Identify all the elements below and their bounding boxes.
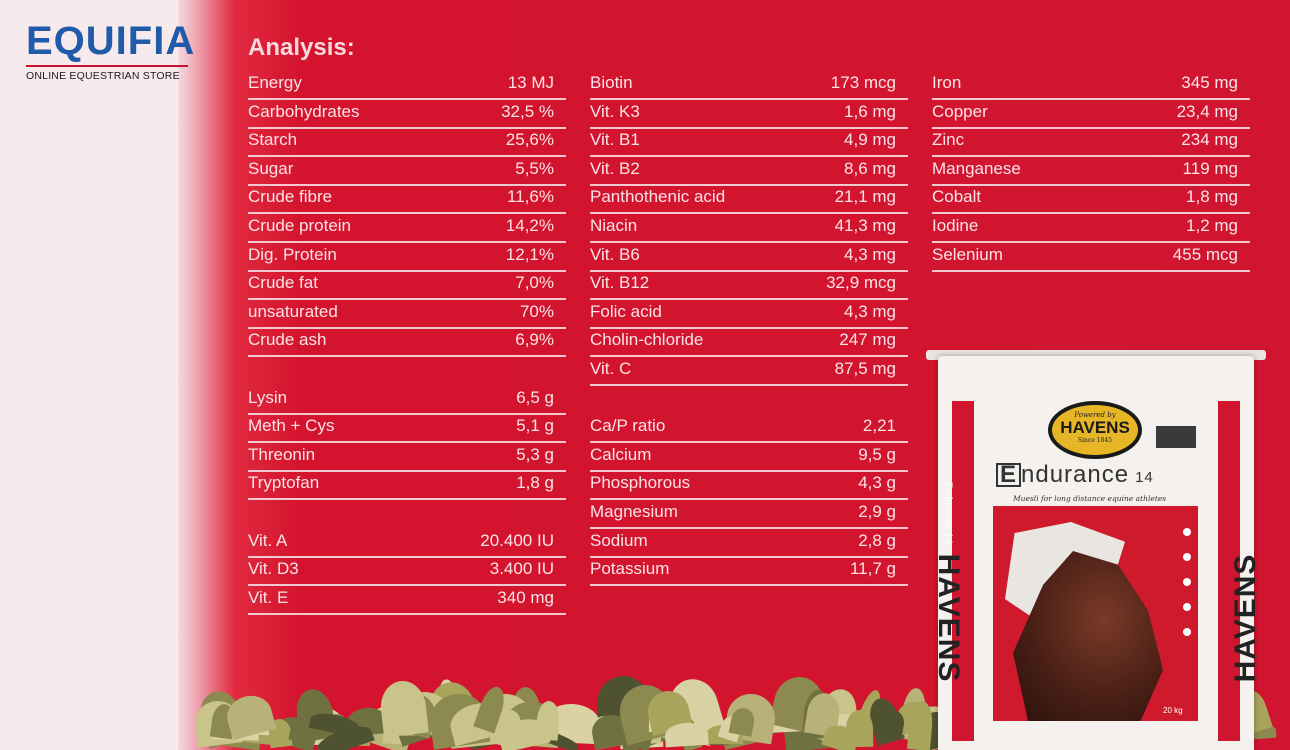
product-name-initial: E	[996, 463, 1021, 487]
nutrient-value: 5,1 g	[516, 416, 554, 436]
nutrient-name: Manganese	[932, 158, 1021, 178]
analysis-row	[248, 70, 566, 100]
analysis-row	[932, 99, 1250, 129]
nutrient-name: Crude protein	[248, 216, 352, 235]
nutrient-name: Iron	[932, 73, 962, 92]
analysis-row	[932, 184, 1250, 214]
analysis-row	[590, 528, 908, 558]
equifia-logo[interactable]	[26, 18, 196, 82]
nutrient-value: 247 mg	[839, 330, 896, 350]
nutrient-name: Potassium	[590, 559, 670, 579]
nutrient-value: 5,3 g	[516, 444, 554, 464]
muesli-piece	[664, 722, 708, 748]
product-subtitle: Muesli for long distance equine athletes	[1013, 494, 1167, 503]
nutrient-name: Magnesium	[590, 502, 678, 521]
analysis-row	[248, 327, 566, 357]
nutrient-name: Crude fibre	[248, 187, 333, 207]
analysis-row	[590, 327, 908, 357]
nutrient-name: Phosphorous	[590, 473, 691, 493]
analysis-row	[248, 99, 566, 129]
analysis-row	[248, 242, 566, 272]
nutrient-value: 23,4 mg	[1176, 101, 1238, 121]
analysis-row	[590, 442, 908, 472]
nutrient-value: 14,2%	[505, 216, 554, 235]
nutrient-value: 4,3 g	[858, 473, 896, 493]
nutrient-value: 4,3 mg	[844, 244, 896, 264]
nutrient-value: 9,5 g	[858, 444, 896, 464]
nutrient-name: Biotin	[590, 73, 633, 92]
analysis-row	[932, 70, 1250, 100]
nutrient-value: 6,9%	[515, 330, 554, 350]
muesli-piece	[378, 679, 429, 737]
nutrient-name: Vit. E	[248, 587, 289, 607]
nutrient-value: 13 MJ	[507, 73, 554, 92]
nutrient-name: Vit. D3	[248, 559, 299, 579]
analysis-row	[248, 385, 566, 415]
nutrient-name: Meth + Cys	[248, 416, 335, 436]
nutrient-value: 3.400 IU	[489, 559, 554, 579]
nutrient-name: Energy	[248, 73, 302, 92]
nutrient-value: 7,0%	[515, 273, 554, 293]
nutrient-value: 4,3 mg	[844, 301, 896, 321]
nutrient-name: Carbohydrates	[248, 101, 360, 121]
nutrient-name: Copper	[932, 101, 988, 121]
nutrient-value: 32,9 mcg	[826, 273, 896, 293]
nutrient-name: Crude ash	[248, 330, 327, 350]
analysis-row	[590, 499, 908, 529]
nutrient-name: Vit. B2	[590, 158, 640, 178]
nutrient-name: Iodine	[932, 216, 979, 235]
logo-rule	[26, 65, 188, 67]
analysis-row	[248, 270, 566, 300]
analysis-row	[248, 156, 566, 186]
nutrient-name: Vit. K3	[590, 101, 640, 121]
nutrient-name: Tryptofan	[248, 473, 320, 493]
nutrient-value: 6,5 g	[516, 387, 554, 407]
nutrient-value: 234 mg	[1181, 130, 1238, 150]
analysis-row	[248, 299, 566, 329]
nutrient-value: 1,2 mg	[1186, 216, 1238, 235]
nutrient-name: Starch	[248, 130, 298, 150]
nutrient-value: 5,5%	[515, 158, 554, 178]
quality-seal	[1156, 426, 1196, 448]
analysis-row	[590, 299, 908, 329]
nutrient-value: 173 mcg	[830, 73, 896, 92]
bag-body	[932, 356, 1262, 750]
analysis-row	[932, 242, 1250, 272]
analysis-row	[590, 156, 908, 186]
vertical-brand-right: HAVENS	[1229, 553, 1262, 683]
badge-powered-by: Powered by	[1074, 411, 1116, 419]
nutrient-value: 2,21	[862, 416, 896, 436]
vertical-brand-left: HAVENS	[932, 553, 965, 683]
analysis-row	[590, 70, 908, 100]
analysis-row	[932, 213, 1250, 243]
nutrient-name: Cobalt	[932, 187, 982, 207]
nutrient-value: 340 mg	[497, 587, 554, 607]
analysis-row	[248, 442, 566, 472]
nutrient-name: Lysin	[248, 387, 288, 407]
nutrient-value: 21,1 mg	[834, 187, 896, 207]
nutrient-name: Niacin	[590, 216, 638, 235]
analysis-row	[248, 556, 566, 586]
nutrient-value: 8,6 mg	[844, 158, 896, 178]
analysis-row	[590, 99, 908, 129]
nutrient-name: Sodium	[590, 530, 648, 550]
nutrient-name: Sugar	[248, 158, 294, 178]
logo-tagline: ONLINE EQUESTRIAN STORE	[26, 70, 180, 82]
analysis-row	[248, 184, 566, 214]
nutrient-value: 11,6%	[507, 187, 554, 207]
nutrient-name: Vit. B6	[590, 244, 640, 264]
analysis-row	[590, 356, 908, 386]
product-name-rest: ndurance	[1021, 461, 1130, 488]
left-margin	[0, 0, 178, 750]
logo-wordmark	[26, 18, 196, 64]
nutrient-value: 70%	[519, 301, 554, 321]
nutrient-name: Cholin-chloride	[590, 330, 704, 350]
nutrient-value: 4,9 mg	[844, 130, 896, 150]
nutrient-value: 20.400 IU	[480, 530, 554, 550]
nutrient-name: Vit. A	[248, 530, 288, 550]
analysis-row	[590, 213, 908, 243]
havens-badge	[1048, 401, 1142, 459]
badge-brand: HAVENS	[1060, 418, 1130, 437]
nutrient-name: Calcium	[590, 444, 652, 464]
nutrient-name: Dig. Protein	[248, 244, 337, 264]
nutrient-name: Ca/P ratio	[590, 416, 666, 436]
nutrient-name: Selenium	[932, 244, 1003, 264]
nutrient-value: 119 mg	[1182, 158, 1238, 178]
nutrient-value: 11,7 g	[849, 559, 896, 579]
analysis-row	[248, 213, 566, 243]
nutrient-name: Vit. C	[590, 359, 632, 378]
product-bag-image	[932, 350, 1262, 750]
nutrient-value: 12,1%	[505, 244, 554, 264]
nutrient-name: Vit. B12	[590, 273, 650, 293]
analysis-row	[932, 127, 1250, 157]
analysis-row	[248, 470, 566, 500]
analysis-row	[248, 413, 566, 443]
analysis-row	[590, 413, 908, 443]
nutrient-value: 1,6 mg	[844, 101, 896, 121]
bag-red-panel	[993, 506, 1198, 721]
nutrient-value: 455 mcg	[1172, 244, 1238, 264]
nutrient-name: Folic acid	[590, 301, 662, 321]
nutrient-name: Threonin	[248, 444, 316, 464]
nutrient-name: Zinc	[932, 130, 965, 150]
analysis-row	[590, 184, 908, 214]
product-number: 14	[1135, 469, 1154, 486]
analysis-row	[932, 156, 1250, 186]
nutrient-name: Panthothenic acid	[590, 187, 726, 207]
badge-since: Since 1845	[1078, 437, 1112, 444]
nutrient-name: Crude fat	[248, 273, 318, 293]
nutrient-value: 1,8 mg	[1186, 187, 1238, 207]
analysis-row	[590, 242, 908, 272]
nutrient-name: unsaturated	[248, 301, 338, 321]
analysis-row	[590, 470, 908, 500]
nutrient-value: 32,5 %	[501, 101, 554, 121]
analysis-row	[590, 556, 908, 586]
analysis-row	[590, 270, 908, 300]
nutrient-value: 41,3 mg	[834, 216, 896, 235]
analysis-row	[248, 127, 566, 157]
bag-side-label: Endurance 14	[942, 481, 954, 544]
nutrient-value: 87,5 mg	[834, 359, 896, 378]
analysis-row	[248, 528, 566, 558]
feature-bullets	[1163, 528, 1193, 653]
nutrient-value: 25,6%	[505, 130, 554, 150]
analysis-title: Analysis:	[248, 34, 355, 61]
nutrient-value: 2,8 g	[858, 530, 896, 550]
nutrient-value: 1,8 g	[516, 473, 554, 493]
nutrient-name: Vit. B1	[590, 130, 640, 150]
nutrient-value: 2,9 g	[858, 502, 896, 521]
analysis-row	[590, 127, 908, 157]
nutrient-value: 345 mg	[1181, 73, 1238, 92]
product-name	[996, 461, 1154, 489]
logo-text: EQUIFIA	[26, 19, 196, 63]
bag-weight: 20 kg	[1163, 706, 1183, 715]
